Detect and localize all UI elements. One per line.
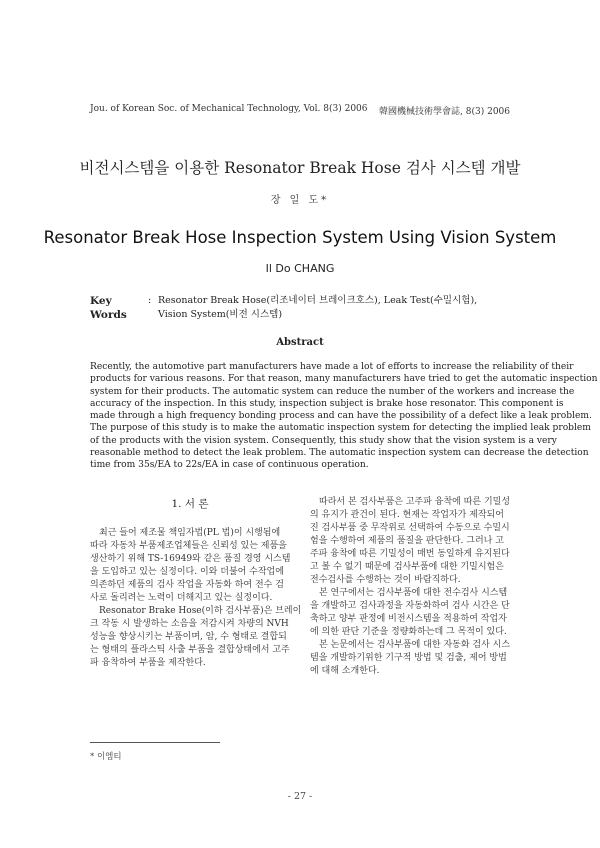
keywords-label: Key Words (90, 295, 127, 321)
body-line: 의 유지가 관건이 된다. 현재는 작업자가 제작되어 (310, 510, 504, 520)
body-line: 전수검사를 수행하는 것이 바람직하다. (310, 575, 461, 585)
author-english: Il Do CHANG (265, 262, 335, 275)
body-line: Resonator Brake Hose(이하 검사부품)은 브레이 (99, 606, 302, 616)
footnote-affiliation: * 이엠티 (90, 752, 122, 762)
abstract-line: Recently, the automotive part manufacturers have made a lot of efforts to increase the reliability of their (90, 362, 574, 372)
abstract-line: products for various reasons. For that reason, many manufacturers have tried to get the automatic inspection (90, 374, 598, 385)
journal-header-right: 韓國機械技術學會誌, 8(3) 2006 (379, 107, 510, 117)
keywords-text (158, 294, 508, 322)
body-line: 크 작동 시 발생하는 소음을 저감시켜 차량의 NVH (90, 619, 289, 629)
body-line: 성능을 향상시키는 부품이며, 암, 수 형태로 결합되 (90, 632, 287, 642)
journal-header-left: Jou. of Korean Soc. of Mechanical Technology, Vol. 8(3) 2006 (90, 104, 368, 114)
body-line: 축하고 양부 판정에 비전시스템을 적용하여 작업자 (310, 614, 507, 624)
body-line: 에 대해 소개한다. (310, 666, 380, 676)
author-korean: 장 일 도* (270, 195, 330, 206)
paper-title-english: Resonator Break Hose Inspection System Using Vision System (43, 228, 557, 247)
abstract-line: of the products with the vision system. Consequently, this study show that the vision system is a very (90, 435, 557, 446)
keywords-colon: : (148, 295, 152, 306)
body-line: 을 도입하고 있는 실정이다. 이와 더불어 수작업에 (90, 567, 284, 577)
body-line: 고 볼 수 없기 때문에 검사부품에 대한 기밀시험은 (310, 562, 504, 572)
body-line: 템을 개발하기위한 기구적 방법 및 검출, 제어 방법 (310, 653, 507, 663)
paper-title-korean: 비전시스템을 이용한 Resonator Break Hose 검사 시스템 개발 (79, 159, 521, 177)
body-line: 을 개발하고 검사과정을 자동화하여 검사 시간은 단 (310, 601, 510, 611)
body-column-right (310, 496, 512, 678)
body-line: 사로 돌리려는 노력이 더해지고 있는 실정이다. (90, 593, 273, 603)
section-heading-introduction: 1. 서 론 (171, 498, 209, 510)
body-line: 에 의한 판단 기준을 정량화하는데 그 목적이 있다. (310, 627, 507, 637)
body-line: 본 연구에서는 검사부품에 대한 전수검사 시스템 (319, 588, 508, 598)
page-number: - 27 - (287, 791, 313, 802)
abstract-line: accuracy of the inspection. In this study, inspection subject is brake hose resonator. This component is (90, 398, 564, 409)
abstract-line: system for their products. The automatic system can reduce the number of the workers and increase the (90, 386, 575, 397)
abstract-line: time from 35s/EA to 22s/EA in case of continuous operation. (90, 460, 369, 471)
body-line: 생산하기 위해 TS-16949와 같은 품질 경영 시스템 (90, 554, 291, 564)
body-line: 진 검사부품 중 무작위로 선택하여 수동으로 수밀시 (310, 523, 510, 533)
body-line: 는 형태의 플라스틱 사출 부품을 결합상태에서 고주 (90, 645, 290, 655)
abstract-body (90, 361, 598, 472)
abstract-line: made through a high frequency bonding process and can have the possibility of a defect like a leak problem. (90, 411, 592, 422)
body-column-left (90, 527, 302, 670)
keywords-line: Resonator Break Hose(리조네이터 브레이크호스), Leak Test(수밀시험), (158, 295, 478, 306)
body-line: 주파 융착에 따른 기밀성이 매번 동일하게 유지된다 (310, 549, 510, 559)
body-line: 파 융착하여 부품을 제작한다. (90, 658, 206, 668)
abstract-line: reasonable method to detect the leak problem. The automatic inspection system can decrease the detection (90, 448, 589, 459)
body-line: 최근 들어 제조물 책임자법(PL 법)이 시행됨에 (99, 528, 281, 538)
abstract-heading: Abstract (276, 337, 324, 348)
abstract-line: The purpose of this study is to make the automatic inspection system for detecting the implied leak problem (90, 423, 591, 434)
body-line: 따라 자동차 부품제조업체들은 신뢰성 있는 제품을 (90, 541, 287, 551)
keywords-line: Vision System(비전 시스템) (158, 309, 283, 320)
body-line: 의존하던 제품의 검사 작업을 자동화 하여 전수 검 (90, 580, 284, 590)
body-line: 험을 수행하여 제품의 품질을 판단한다. 그러나 고 (310, 536, 504, 546)
body-line: 따라서 본 검사부품은 고주파 융착에 따른 기밀성 (319, 497, 511, 507)
body-line: 본 논문에서는 검사부품에 대한 자동화 검사 시스 (319, 640, 511, 650)
keywords-block (90, 294, 520, 322)
footnote-divider (90, 742, 220, 743)
